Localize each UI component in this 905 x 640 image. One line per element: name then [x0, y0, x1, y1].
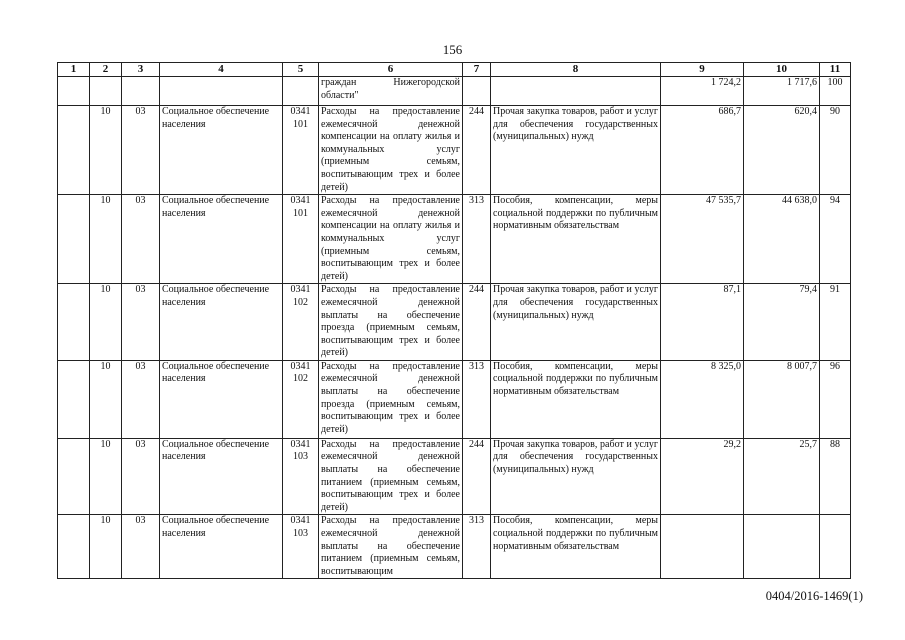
cell-target-name: Расходы на предоставление ежемесячной денежной компенсации на оплату жилья и коммунальных услуг (приемным семьям, воспитывающим трех и более детей)	[319, 195, 463, 284]
table-row	[58, 515, 851, 579]
header-col-3: 3	[122, 63, 160, 77]
cell-subsection: 03	[122, 360, 160, 438]
cell-subsection: 03	[122, 284, 160, 361]
header-col-9: 9	[661, 63, 744, 77]
cell-planned: 29,2	[661, 438, 744, 515]
cell-target-name: Расходы на предоставление ежемесячной денежной выплаты на обеспечение проезда (приемным семьям, воспитывающим трех и более детей)	[319, 284, 463, 361]
cell-col1	[58, 360, 90, 438]
cell-percent: 100	[820, 77, 851, 106]
cell-col1	[58, 106, 90, 195]
cell-executed: 79,4	[744, 284, 820, 361]
cell-target-code: 0341 102	[283, 284, 319, 361]
cell-expense-type-name: Прочая закупка товаров, работ и услуг для обеспечения государственных (муниципальных) нужд	[491, 438, 661, 515]
cell-subsection: 03	[122, 515, 160, 579]
cell-target-code: 0341 101	[283, 106, 319, 195]
table-header-row	[58, 63, 851, 77]
cell-col1	[58, 284, 90, 361]
cell-section: 10	[90, 195, 122, 284]
cell-col1	[58, 195, 90, 284]
cell-section-name: Социальное обеспечение населения	[160, 284, 283, 361]
cell-section-name: Социальное обеспечение населения	[160, 515, 283, 579]
table-row	[58, 77, 851, 106]
header-col-1: 1	[58, 63, 90, 77]
cell-expense-type-code: 313	[463, 515, 491, 579]
cell-planned: 87,1	[661, 284, 744, 361]
header-col-11: 11	[820, 63, 851, 77]
table-row	[58, 284, 851, 361]
table-row	[58, 195, 851, 284]
cell-planned: 1 724,2	[661, 77, 744, 106]
page-number: 156	[442, 42, 463, 57]
cell-expense-type-name: Пособия, компенсации, меры социальной поддержки по публичным нормативным обязательствам	[491, 195, 661, 284]
cell-percent: 96	[820, 360, 851, 438]
cell-target-name: Расходы на предоставление ежемесячной денежной выплаты на обеспечение проезда (приемным семьям, воспитывающим трех и более детей)	[319, 360, 463, 438]
cell-target-code: 0341 103	[283, 515, 319, 579]
cell-section: 10	[90, 438, 122, 515]
cell-target-name: Расходы на предоставление ежемесячной денежной компенсации на оплату жилья и коммунальных услуг (приемным семьям, воспитывающим трех и более детей)	[319, 106, 463, 195]
cell-section: 10	[90, 360, 122, 438]
cell-executed: 44 638,0	[744, 195, 820, 284]
header-col-7: 7	[463, 63, 491, 77]
cell-expense-type-code	[463, 77, 491, 106]
cell-executed: 620,4	[744, 106, 820, 195]
cell-col1	[58, 438, 90, 515]
cell-target-code: 0341 102	[283, 360, 319, 438]
header-col-6: 6	[319, 63, 463, 77]
cell-planned	[661, 515, 744, 579]
cell-section	[90, 77, 122, 106]
cell-subsection: 03	[122, 195, 160, 284]
cell-percent: 94	[820, 195, 851, 284]
cell-section-name	[160, 77, 283, 106]
cell-expense-type-code: 244	[463, 284, 491, 361]
cell-col1	[58, 77, 90, 106]
document-code: 0404/2016-1469(1)	[765, 589, 863, 603]
table-row	[58, 106, 851, 195]
cell-expense-type-name: Пособия, компенсации, меры социальной поддержки по публичным нормативным обязательствам	[491, 515, 661, 579]
cell-subsection	[122, 77, 160, 106]
cell-expense-type-code: 313	[463, 195, 491, 284]
cell-target-name: Расходы на предоставление ежемесячной денежной выплаты на обеспечение питанием (приемным семьям, воспитывающим	[319, 515, 463, 579]
cell-section: 10	[90, 284, 122, 361]
cell-target-code: 0341 101	[283, 195, 319, 284]
cell-section-name: Социальное обеспечение населения	[160, 438, 283, 515]
cell-target-name: Расходы на предоставление ежемесячной денежной выплаты на обеспечение питанием (приемным семьям, воспитывающим трех и более детей)	[319, 438, 463, 515]
header-col-8: 8	[491, 63, 661, 77]
cell-subsection: 03	[122, 438, 160, 515]
table-row	[58, 360, 851, 438]
cell-executed: 1 717,6	[744, 77, 820, 106]
cell-col1	[58, 515, 90, 579]
cell-expense-type-name: Пособия, компенсации, меры социальной поддержки по публичным нормативным обязательствам	[491, 360, 661, 438]
cell-target-code: 0341 103	[283, 438, 319, 515]
cell-percent	[820, 515, 851, 579]
cell-section-name: Социальное обеспечение населения	[160, 106, 283, 195]
cell-expense-type-code: 244	[463, 106, 491, 195]
cell-section: 10	[90, 106, 122, 195]
cell-executed	[744, 515, 820, 579]
header-col-4: 4	[160, 63, 283, 77]
cell-planned: 47 535,7	[661, 195, 744, 284]
table-row	[58, 438, 851, 515]
header-col-10: 10	[744, 63, 820, 77]
cell-section-name: Социальное обеспечение населения	[160, 195, 283, 284]
cell-percent: 91	[820, 284, 851, 361]
cell-percent: 90	[820, 106, 851, 195]
cell-planned: 8 325,0	[661, 360, 744, 438]
cell-expense-type-name: Прочая закупка товаров, работ и услуг для обеспечения государственных (муниципальных) нужд	[491, 106, 661, 195]
cell-percent: 88	[820, 438, 851, 515]
cell-subsection: 03	[122, 106, 160, 195]
cell-expense-type-name: Прочая закупка товаров, работ и услуг для обеспечения государственных (муниципальных) нужд	[491, 284, 661, 361]
header-col-2: 2	[90, 63, 122, 77]
budget-table	[57, 62, 851, 579]
cell-target-code	[283, 77, 319, 106]
cell-executed: 8 007,7	[744, 360, 820, 438]
cell-target-name: граждан Нижегородской области"	[319, 77, 463, 106]
cell-expense-type-code: 313	[463, 360, 491, 438]
cell-section-name: Социальное обеспечение населения	[160, 360, 283, 438]
cell-expense-type-code: 244	[463, 438, 491, 515]
header-col-5: 5	[283, 63, 319, 77]
cell-expense-type-name	[491, 77, 661, 106]
cell-planned: 686,7	[661, 106, 744, 195]
cell-section: 10	[90, 515, 122, 579]
cell-executed: 25,7	[744, 438, 820, 515]
